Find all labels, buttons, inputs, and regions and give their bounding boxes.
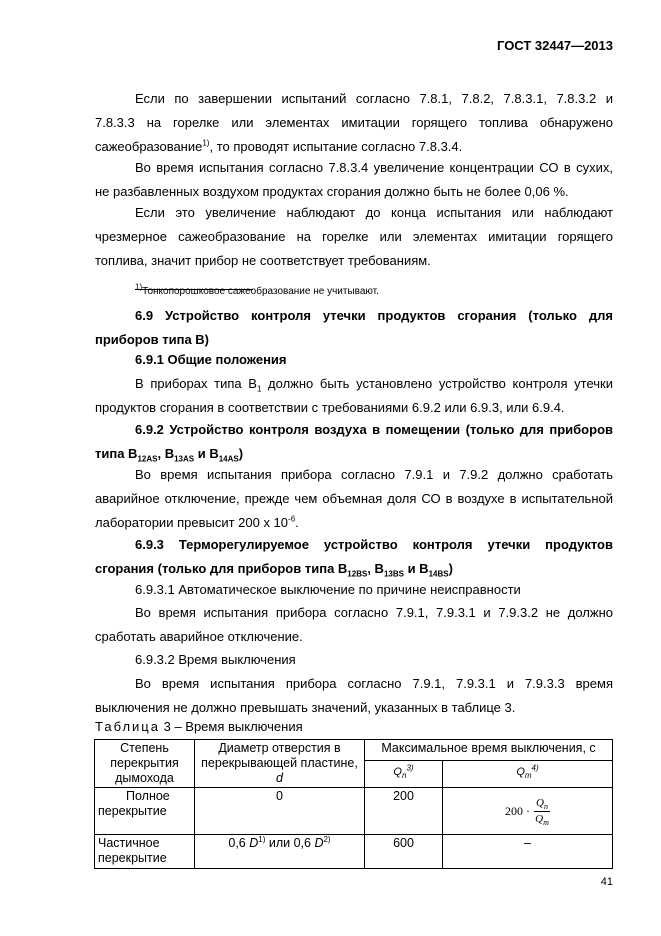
variable: D bbox=[314, 836, 324, 850]
formula-fraction bbox=[534, 796, 550, 827]
table-row bbox=[95, 788, 613, 835]
header-cell-diameter bbox=[195, 740, 365, 788]
row-qn-time: 200 bbox=[365, 788, 443, 835]
paragraph-6-9-3-2: Во время испытания прибора согласно 7.9.1, 7.9.3.1 и 7.9.3.3 время выключения не должно превышать значений, указанных в таблице 3. bbox=[95, 676, 613, 715]
paragraph-co-limit: Во время испытания согласно 7.8.3.4 увеличение концентрации СО в сухих, не разбавленных воздухом продуктах сгорания должно быть не более 0,06 %. bbox=[95, 160, 613, 199]
text-run: и В bbox=[403, 561, 429, 576]
section-heading-6-9-3-2: 6.9.3.2 Время выключения bbox=[135, 652, 296, 667]
variable: d bbox=[276, 771, 283, 785]
variable: Q bbox=[535, 812, 544, 825]
subscript: 1 bbox=[256, 384, 262, 394]
paragraph-6-9-1 bbox=[95, 372, 613, 420]
footnote-mark: 1) bbox=[135, 282, 143, 292]
subscript: 12AS bbox=[137, 454, 158, 464]
variable: D bbox=[249, 836, 259, 850]
subscript: 12BS bbox=[347, 569, 368, 579]
paragraph-line: 7.8.3.3 на горелке или элементах имитации горящего топлива обнаружено bbox=[95, 115, 613, 130]
text-run: , В bbox=[157, 446, 175, 461]
variable: Q bbox=[393, 765, 402, 778]
text-run: , то проводят испытание согласно 7.8.3.4. bbox=[209, 139, 463, 154]
row-qm-time: – bbox=[443, 835, 613, 869]
section-heading-6-9-3-1: 6.9.3.1 Автоматическое выключение по причине неисправности bbox=[135, 582, 521, 597]
header-text: Диаметр отверстия в перекрывающей пластине, bbox=[201, 741, 358, 770]
variable: Q bbox=[536, 796, 544, 809]
footnote-ref: 4) bbox=[531, 762, 539, 772]
section-heading-6-9: 6.9 Устройство контроля утечки продуктов сгорания (только для приборов типа В) bbox=[95, 308, 613, 347]
row-qn-time: 600 bbox=[365, 835, 443, 869]
text-run: , В bbox=[367, 561, 384, 576]
table-caption-text: 3 – Время выключения bbox=[159, 719, 303, 734]
subscript: 13AS bbox=[174, 454, 195, 464]
text-run: Во время испытания прибора согласно 7.9.1 и 7.9.2 должно сработать аварийное отключение, прежде чем объемная доля СО в воздухе в испытательной лаборатории превысит 200 х 10 bbox=[95, 467, 613, 530]
text-run: В приборах типа В bbox=[135, 376, 257, 391]
table-row bbox=[95, 835, 613, 869]
subscript: 14AS bbox=[218, 454, 239, 464]
text-run: 6.9.2 Устройство контроля воздуха в помещении (только для приборов типа В bbox=[95, 422, 613, 461]
row-label: Полное перекрытие bbox=[95, 788, 195, 835]
subheader-cell-qn bbox=[365, 760, 443, 787]
text-run: сажеобразование bbox=[95, 139, 203, 154]
footnote-text: Тонкопорошковое сажеобразование не учитывают. bbox=[142, 286, 379, 297]
fraction-numerator bbox=[534, 796, 550, 812]
footnote-ref: 2) bbox=[323, 834, 331, 844]
text-run: . bbox=[295, 515, 299, 530]
table-caption bbox=[95, 719, 303, 734]
text-run: 6.9.3 Терморегулируемое устройство контроля утечки продуктов сгорания (только для приборов типа В bbox=[95, 537, 613, 576]
section-heading-6-9-2 bbox=[95, 418, 613, 466]
text-run: и В bbox=[194, 446, 219, 461]
header-cell-flue: Степень перекрытия дымохода bbox=[95, 740, 195, 788]
page-number: 41 bbox=[600, 876, 613, 888]
subscript: n bbox=[543, 801, 548, 811]
row-label: Частичное перекрытие bbox=[95, 835, 195, 869]
text-run: или 0,6 bbox=[265, 836, 315, 850]
subscript: 14BS bbox=[428, 569, 449, 579]
section-heading-6-9-1: 6.9.1 Общие положения bbox=[135, 352, 287, 367]
subheader-cell-qm bbox=[443, 760, 613, 787]
superscript: -6 bbox=[288, 514, 296, 524]
subscript: n bbox=[401, 770, 407, 780]
fraction-denominator bbox=[535, 812, 549, 827]
paragraph-6-9-2 bbox=[95, 463, 613, 535]
text-run: ) bbox=[238, 446, 244, 461]
footnote-ref: 1) bbox=[202, 138, 210, 148]
subscript: m bbox=[543, 817, 549, 827]
footnote bbox=[135, 282, 379, 297]
paragraph-nonconformity: Если это увеличение наблюдают до конца испытания или наблюдают чрезмерное сажеобразование на горелке или элементах имитации горящего топлива, значит прибор не соответствует требованиям. bbox=[95, 205, 613, 268]
section-heading-6-9-3 bbox=[95, 533, 613, 581]
paragraph-soot-condition bbox=[95, 87, 613, 159]
variable: Q bbox=[516, 765, 525, 778]
subscript: 13BS bbox=[383, 569, 404, 579]
formula-coefficient: 200 · bbox=[505, 803, 531, 818]
shutdown-time-table bbox=[94, 739, 613, 869]
table-header-row bbox=[95, 740, 613, 761]
footnote-ref: 3) bbox=[406, 762, 414, 772]
subscript: m bbox=[524, 770, 532, 780]
text-run: 0,6 bbox=[228, 836, 250, 850]
table-caption-label: Таблица bbox=[95, 719, 160, 734]
header-cell-max-time: Максимальное время выключения, с bbox=[365, 740, 613, 761]
formula bbox=[446, 789, 609, 833]
document-header: ГОСТ 32447—2013 bbox=[497, 38, 613, 53]
row-diameter bbox=[195, 835, 365, 869]
paragraph-6-9-3-1: Во время испытания прибора согласно 7.9.1, 7.9.3.1 и 7.9.3.2 не должно сработать аварийное отключение. bbox=[95, 605, 613, 644]
row-diameter: 0 bbox=[195, 788, 365, 835]
footnote-ref: 1) bbox=[258, 834, 266, 844]
text-run: ) bbox=[448, 561, 453, 576]
text-run: должно быть установлено устройство контроля утечки продуктов сгорания в соответствии с требованиями 6.9.2 или 6.9.3, или 6.9.4. bbox=[95, 376, 613, 415]
row-qm-formula bbox=[443, 788, 613, 835]
paragraph-line: Если по завершении испытаний согласно 7.8.1, 7.8.2, 7.8.3.1, 7.8.3.2 и bbox=[135, 91, 613, 106]
